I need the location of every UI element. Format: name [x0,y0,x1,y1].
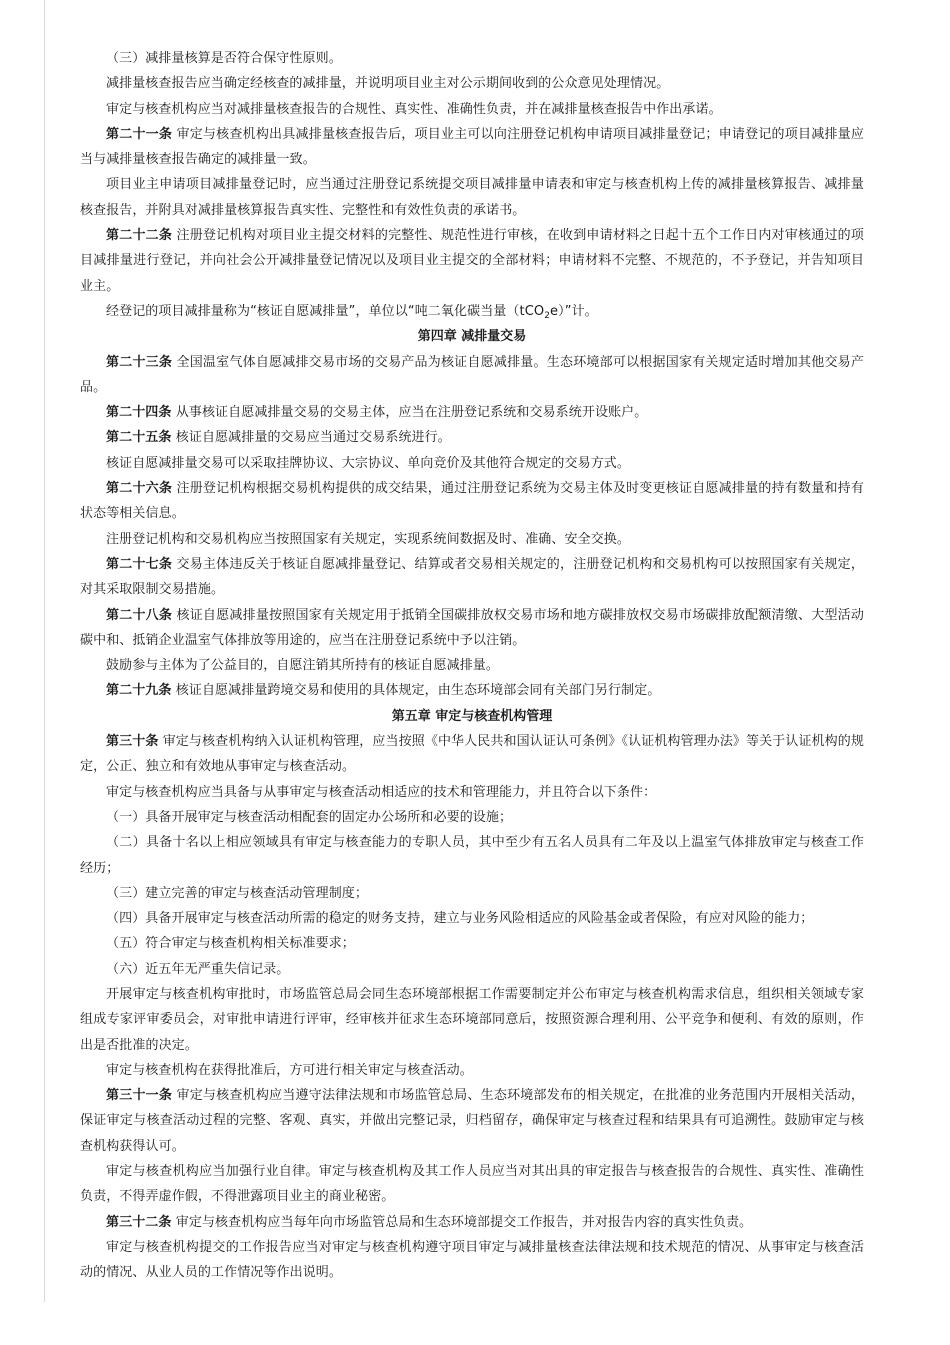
article-label: 第二十五条 [106,430,172,446]
paragraph [80,46,864,71]
paragraph-text: （四）具备开展审定与核查活动所需的稳定的财务支持，建立与业务风险相适应的风险基金或者保险，有应对风险的能力； [106,911,814,927]
article-paragraph [80,1083,864,1159]
paragraph [80,830,864,881]
article-label: 第二十四条 [106,405,172,421]
article-paragraph [80,729,864,780]
paragraph [80,527,864,552]
paragraph-text: 核证自愿减排量的交易应当通过交易系统进行。 [175,430,451,446]
article-label: 第三十二条 [106,1214,172,1230]
paragraph-text: 交易主体违反关于核证自愿减排量登记、结算或者交易相关规定的，注册登记机构和交易机构可以按照国家有关规定，对其采取限制交易措施。 [80,556,864,598]
paragraph [80,906,864,931]
paragraph-text: 注册登记机构根据交易机构提供的成交结果，通过注册登记系统为交易主体及时变更核证自愿减排量的持有数量和持有状态等相关信息。 [80,481,864,522]
paragraph [80,881,864,906]
paragraph-text: 注册登记机构和交易机构应当按照国家有关规定，实现系统间数据及时、准确、安全交换。 [106,531,631,547]
paragraph-text: 经登记的项目减排量称为“核证自愿减排量”，单位以“吨二氧化碳当量（tCO [106,303,545,319]
article-label: 第二十六条 [106,481,173,497]
paragraph [80,982,864,1058]
paragraph-text: 注册登记机构对项目业主提交材料的完整性、规范性进行审核，在收到申请材料之日起十五个工作日内对审核通过的项目减排量进行登记，并向社会公开减排量登记情况以及项目业主提交的全部材料；申请材料不完整、不规范的，不予登记，并告知项目业主。 [80,228,864,294]
document-body [80,46,864,1286]
paragraph-text: 审定与核查机构应当每年向市场监管总局和生态环境部提交工作报告，并对报告内容的真实性负责。 [175,1214,753,1230]
article-label: 第三十一条 [106,1088,173,1104]
article-label: 第三十条 [106,734,159,750]
paragraph-text: 审定与核查机构出具减排量核查报告后，项目业主可以向注册登记机构申请项目减排量登记；申请登记的项目减排量应当与减排量核查报告确定的减排量一致。 [80,126,864,168]
paragraph-text: 从事核证自愿减排量交易的交易主体，应当在注册登记系统和交易系统开设账户。 [175,405,648,421]
paragraph [80,957,864,982]
paragraph-text: 核证自愿减排量按照国家有关规定用于抵销全国碳排放权交易市场和地方碳排放权交易市场碳排放配额清缴、大型活动碳中和、抵销企业温室气体排放等用途的，应当在注册登记系统中予以注销。 [80,607,864,648]
paragraph-text: 审定与核查机构应当加强行业自律。审定与核查机构及其工作人员应当对其出具的审定报告与核查报告的合规性、真实性、准确性负责，不得弄虚作假，不得泄露项目业主的商业秘密。 [80,1164,864,1205]
article-paragraph [80,476,864,527]
article-paragraph [80,400,864,425]
paragraph [80,931,864,956]
paragraph-text: 开展审定与核查机构审批时，市场监管总局会同生态环境部根据工作需要制定并公布审定与核查机构需求信息，组织相关领域专家组成专家评审委员会，对审批申请进行评审，经审核并征求生态环境部同意后，按照资源合理利用、公平竞争和便利、有效的原则，作出是否批准的决定。 [80,986,864,1053]
paragraph [80,780,864,805]
paragraph [80,653,864,678]
paragraph-text: 审定与核查机构应当对减排量核查报告的合规性、真实性、准确性负责，并在减排量核查报告中作出承诺。 [106,101,722,117]
paragraph [80,805,864,830]
paragraph-text: 审定与核查机构提交的工作报告应当对审定与核查机构遵守项目审定与减排量核查法律法规和技术规范的情况、从事审定与核查活动的情况、从业人员的工作情况等作出说明。 [80,1239,864,1281]
paragraph-text: （三）减排量核算是否符合保守性原则。 [106,51,342,66]
paragraph [80,97,864,122]
article-label: 第二十一条 [106,126,173,142]
article-label: 第二十八条 [106,607,173,623]
paragraph [80,451,864,476]
article-paragraph [80,552,864,603]
page-margin-line [44,0,45,1302]
paragraph-text: 审定与核查机构纳入认证机构管理，应当按照《中华人民共和国认证认可条例》《认证机构管理办法》等关于认证机构的规定，公正、独立和有效地从事审定与核查活动。 [80,734,865,775]
paragraph [80,71,864,96]
paragraph-text: （五）符合审定与核查机构相关标准要求； [106,936,355,952]
article-paragraph [80,678,864,703]
paragraph-text: 全国温室气体自愿减排交易市场的交易产品为核证自愿减排量。生态环境部可以根据国家有关规定适时增加其他交易产品。 [80,354,864,395]
paragraph [80,1235,864,1286]
paragraph-text: 审定与核查机构应当遵守法律法规和市场监管总局、生态环境部发布的相关规定，在批准的业务范围内开展相关活动，保证审定与核查活动过程的完整、客观、真实，并做出完整记录，归档留存，确保审定与核查过程和结果具有可追溯性。鼓励审定与核查机构获得认可。 [80,1088,864,1154]
article-paragraph [80,425,864,450]
paragraph-text: 项目业主申请项目减排量登记时，应当通过注册登记系统提交项目减排量申请表和审定与核查机构上传的减排量核算报告、减排量核查报告，并附具对减排量核算报告真实性、完整性和有效性负责的承诺书。 [80,177,864,218]
article-label: 第二十七条 [106,556,173,572]
article-label: 第二十三条 [106,354,173,370]
paragraph-text: （二）具备十名以上相应领域具有审定与核查能力的专职人员，其中至少有五名人员具有二年及以上温室气体排放审定与核查工作经历； [80,835,864,876]
paragraph [80,299,864,324]
paragraph [80,1159,864,1210]
paragraph-text: （六）近五年无严重失信记录。 [106,961,290,977]
paragraph-text: 审定与核查机构应当具备与从事审定与核查活动相适应的技术和管理能力，并且符合以下条件： [106,784,657,800]
article-label: 第二十九条 [106,683,172,699]
paragraph [80,172,864,223]
chapter-heading: 第五章 审定与核查机构管理 [391,708,553,724]
chapter-heading: 第四章 减排量交易 [417,329,527,345]
article-paragraph [80,350,864,401]
paragraph [80,1058,864,1083]
paragraph-text: 审定与核查机构在获得批准后，方可进行相关审定与核查活动。 [106,1062,473,1078]
article-paragraph [80,603,864,654]
paragraph-text: e）”计。 [550,303,598,319]
paragraph-text: 减排量核查报告应当确定经核查的减排量，并说明项目业主对公示期间收到的公众意见处理情况。 [106,76,670,92]
paragraph-text: （三）建立完善的审定与核查活动管理制度； [106,885,369,901]
article-paragraph [80,1210,864,1235]
article-paragraph [80,122,864,173]
subscript: 2 [544,310,551,321]
paragraph-text: （一）具备开展审定与核查活动相配套的固定办公场所和必要的设施； [106,809,513,825]
article-label: 第二十二条 [106,228,173,244]
article-paragraph [80,223,864,299]
paragraph-text: 鼓励参与主体为了公益目的，自愿注销其所持有的核证自愿减排量。 [106,658,500,674]
paragraph-text: 核证自愿减排量交易可以采取挂牌协议、大宗协议、单向竞价及其他符合规定的交易方式。 [106,455,631,471]
paragraph-text: 核证自愿减排量跨境交易和使用的具体规定，由生态环境部会同有关部门另行制定。 [175,683,661,699]
